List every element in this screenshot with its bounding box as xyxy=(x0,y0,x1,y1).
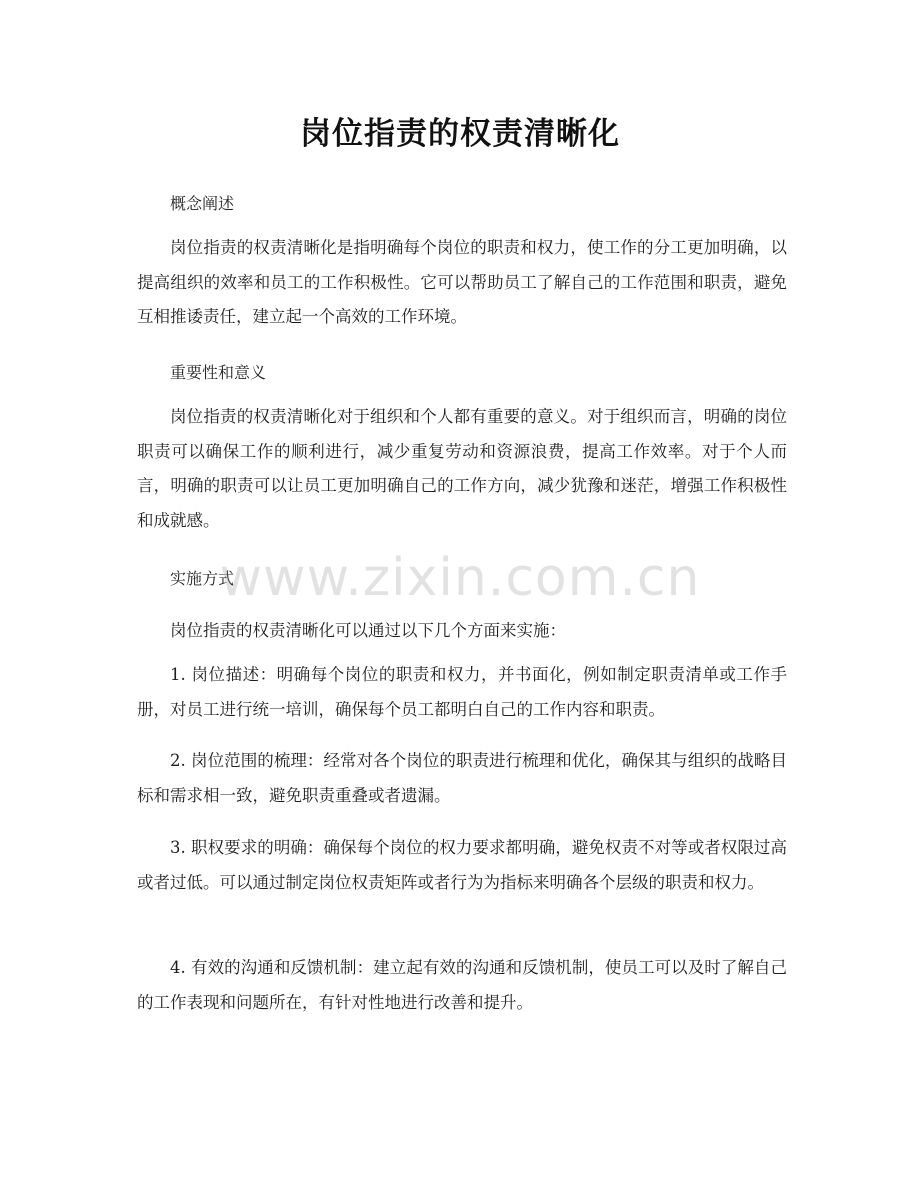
watermark: www.zixin.com.cn xyxy=(219,548,701,608)
list-item: 3. 职权要求的明确：确保每个岗位的权力要求都明确，避免权责不对等或者权限过高或者过低。可以通过制定岗位权责矩阵或者行为为指标来明确各个层级的职责和权力。 xyxy=(137,838,787,892)
section-heading-importance: 重要性和意义 xyxy=(170,363,267,382)
section-heading-implementation: 实施方式 xyxy=(170,569,235,588)
list-item: 1. 岗位描述：明确每个岗位的职责和权力，并书面化，例如制定职责清单或工作手册，对员工进行统一培训，确保每个员工都明白自己的工作内容和职责。 xyxy=(137,665,787,719)
paragraph-importance: 岗位指责的权责清晰化对于组织和个人都有重要的意义。对于组织而言，明确的岗位职责可以确保工作的顺利进行，减少重复劳动和资源浪费，提高工作效率。对于个人而言，明确的职责可以让员工更加明确自己的工作方向，减少犹豫和迷茫，增强工作积极性和成就感。 xyxy=(137,407,787,530)
list-item: 2. 岗位范围的梳理：经常对各个岗位的职责进行梳理和优化，确保其与组织的战略目标和需求相一致，避免职责重叠或者遗漏。 xyxy=(137,751,787,805)
page-title: 岗位指责的权责清晰化 xyxy=(300,116,620,152)
paragraph-concept: 岗位指责的权责清晰化是指明确每个岗位的职责和权力，使工作的分工更加明确，以提高组织的效率和员工的工作积极性。它可以帮助员工了解自己的工作范围和职责，避免互相推诿责任，建立起一个高效的工作环境。 xyxy=(137,238,787,326)
list-item: 4. 有效的沟通和反馈机制：建立起有效的沟通和反馈机制，使员工可以及时了解自己的工作表现和问题所在，有针对性地进行改善和提升。 xyxy=(137,958,787,1012)
section-heading-concept: 概念阐述 xyxy=(170,194,235,213)
paragraph-implementation: 岗位指责的权责清晰化可以通过以下几个方面来实施： xyxy=(170,621,566,640)
